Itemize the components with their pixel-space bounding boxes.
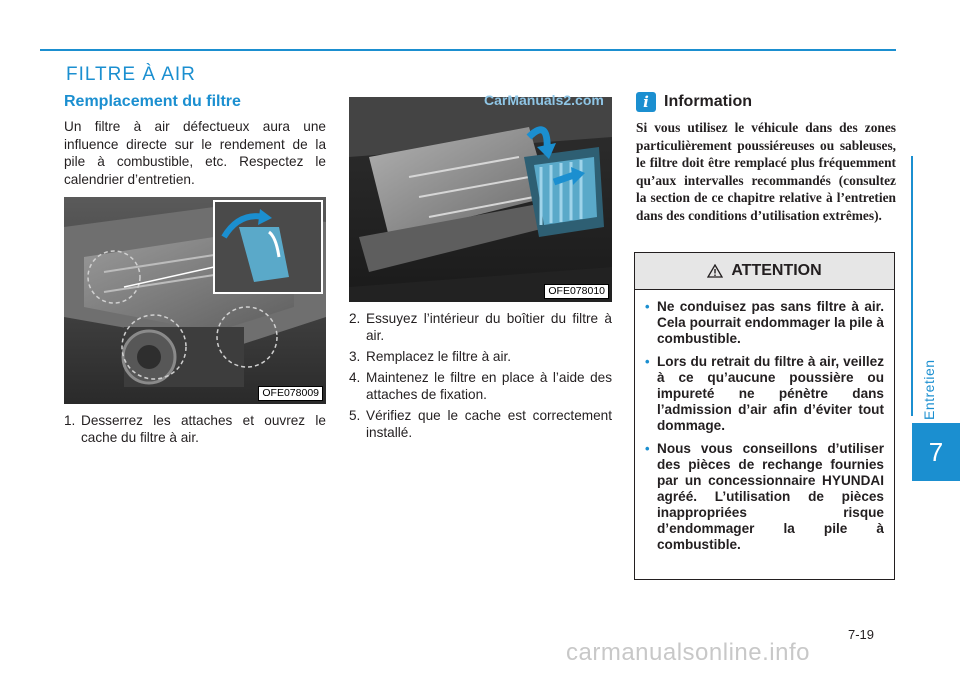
page-number: 7-19 — [848, 627, 875, 642]
bullet-icon: • — [645, 354, 650, 369]
information-title: Information — [664, 93, 752, 110]
figure-air-filter-clips — [64, 197, 326, 404]
attention-header — [635, 253, 894, 290]
step-number: 3. — [349, 349, 361, 364]
step-text: Essuyez l’intérieur du boîtier du filtre à air. — [366, 311, 612, 343]
bullet-icon: • — [645, 441, 650, 456]
chapter-tab[interactable]: 7 — [912, 423, 960, 481]
steps-list-left — [64, 412, 326, 450]
step-3 — [349, 348, 612, 365]
attention-list — [635, 290, 894, 553]
side-rule — [911, 156, 913, 416]
engine-illustration-1 — [64, 197, 326, 404]
attention-item-text: Nous vous conseillons d’utiliser des pièces de rechange fournies par un concessionnaire HYUNDAI agréé. L’utilisation de pièces inappropriées risque d’endommager la pile à combustible. — [657, 441, 884, 552]
figure-air-filter-element — [349, 97, 612, 302]
intro-paragraph: Un filtre à air défectueux aura une influence directe sur le rendement de la pile à combustible, etc. Respectez le calendrier d’entretien. — [64, 119, 326, 187]
step-2 — [349, 310, 612, 344]
attention-item — [645, 441, 884, 553]
step-number: 1. — [64, 413, 76, 428]
steps-list-middle — [349, 310, 612, 445]
figure-code: OFE078010 — [544, 284, 609, 299]
attention-item-text: Ne conduisez pas sans filtre à air. Cela pourrait endommager la pile à combustible. — [657, 299, 884, 346]
step-4 — [349, 369, 612, 403]
attention-title: ATTENTION — [731, 262, 822, 279]
bullet-icon: • — [645, 299, 650, 314]
section-title: FILTRE À AIR — [66, 64, 196, 85]
attention-item-text: Lors du retrait du filtre à air, veillez à ce qu’aucune poussière ou impureté ne pénètre dans l’admission d’air afin d’éviter tout dommage. — [657, 354, 884, 433]
attention-item — [645, 354, 884, 434]
site-mark: CarManuals2.com — [484, 92, 604, 108]
top-rule — [40, 49, 896, 51]
figure-code: OFE078009 — [258, 386, 323, 401]
information-header — [636, 92, 752, 112]
step-text: Vérifiez que le cache est correctement installé. — [366, 408, 612, 440]
subheading: Remplacement du filtre — [64, 93, 241, 110]
attention-item — [645, 299, 884, 347]
step-text: Maintenez le filtre en place à l’aide des attaches de fixation. — [366, 370, 612, 402]
attention-box — [634, 252, 895, 580]
step-number: 5. — [349, 408, 361, 423]
watermark: carmanualsonline.info — [566, 639, 810, 666]
step-text: Desserrez les attaches et ouvrez le cache du filtre à air. — [81, 413, 326, 445]
step-text: Remplacez le filtre à air. — [366, 349, 512, 364]
step-1 — [64, 412, 326, 446]
information-text: Si vous utilisez le véhicule dans des zones particulièrement poussiéreuses ou sableuses, le filtre doit être remplacé plus fréquemment qu’aux intervalles recommandés (consultez la section de ce chapitre relative à l’entretien dans des conditions d’utilisation extrêmes). — [636, 120, 896, 223]
warning-triangle-icon — [707, 264, 723, 278]
engine-illustration-2 — [349, 97, 612, 302]
step-number: 2. — [349, 311, 361, 326]
step-number: 4. — [349, 370, 361, 385]
step-5 — [349, 407, 612, 441]
info-icon: i — [636, 92, 656, 112]
chapter-label-text: Entretien — [921, 359, 937, 420]
